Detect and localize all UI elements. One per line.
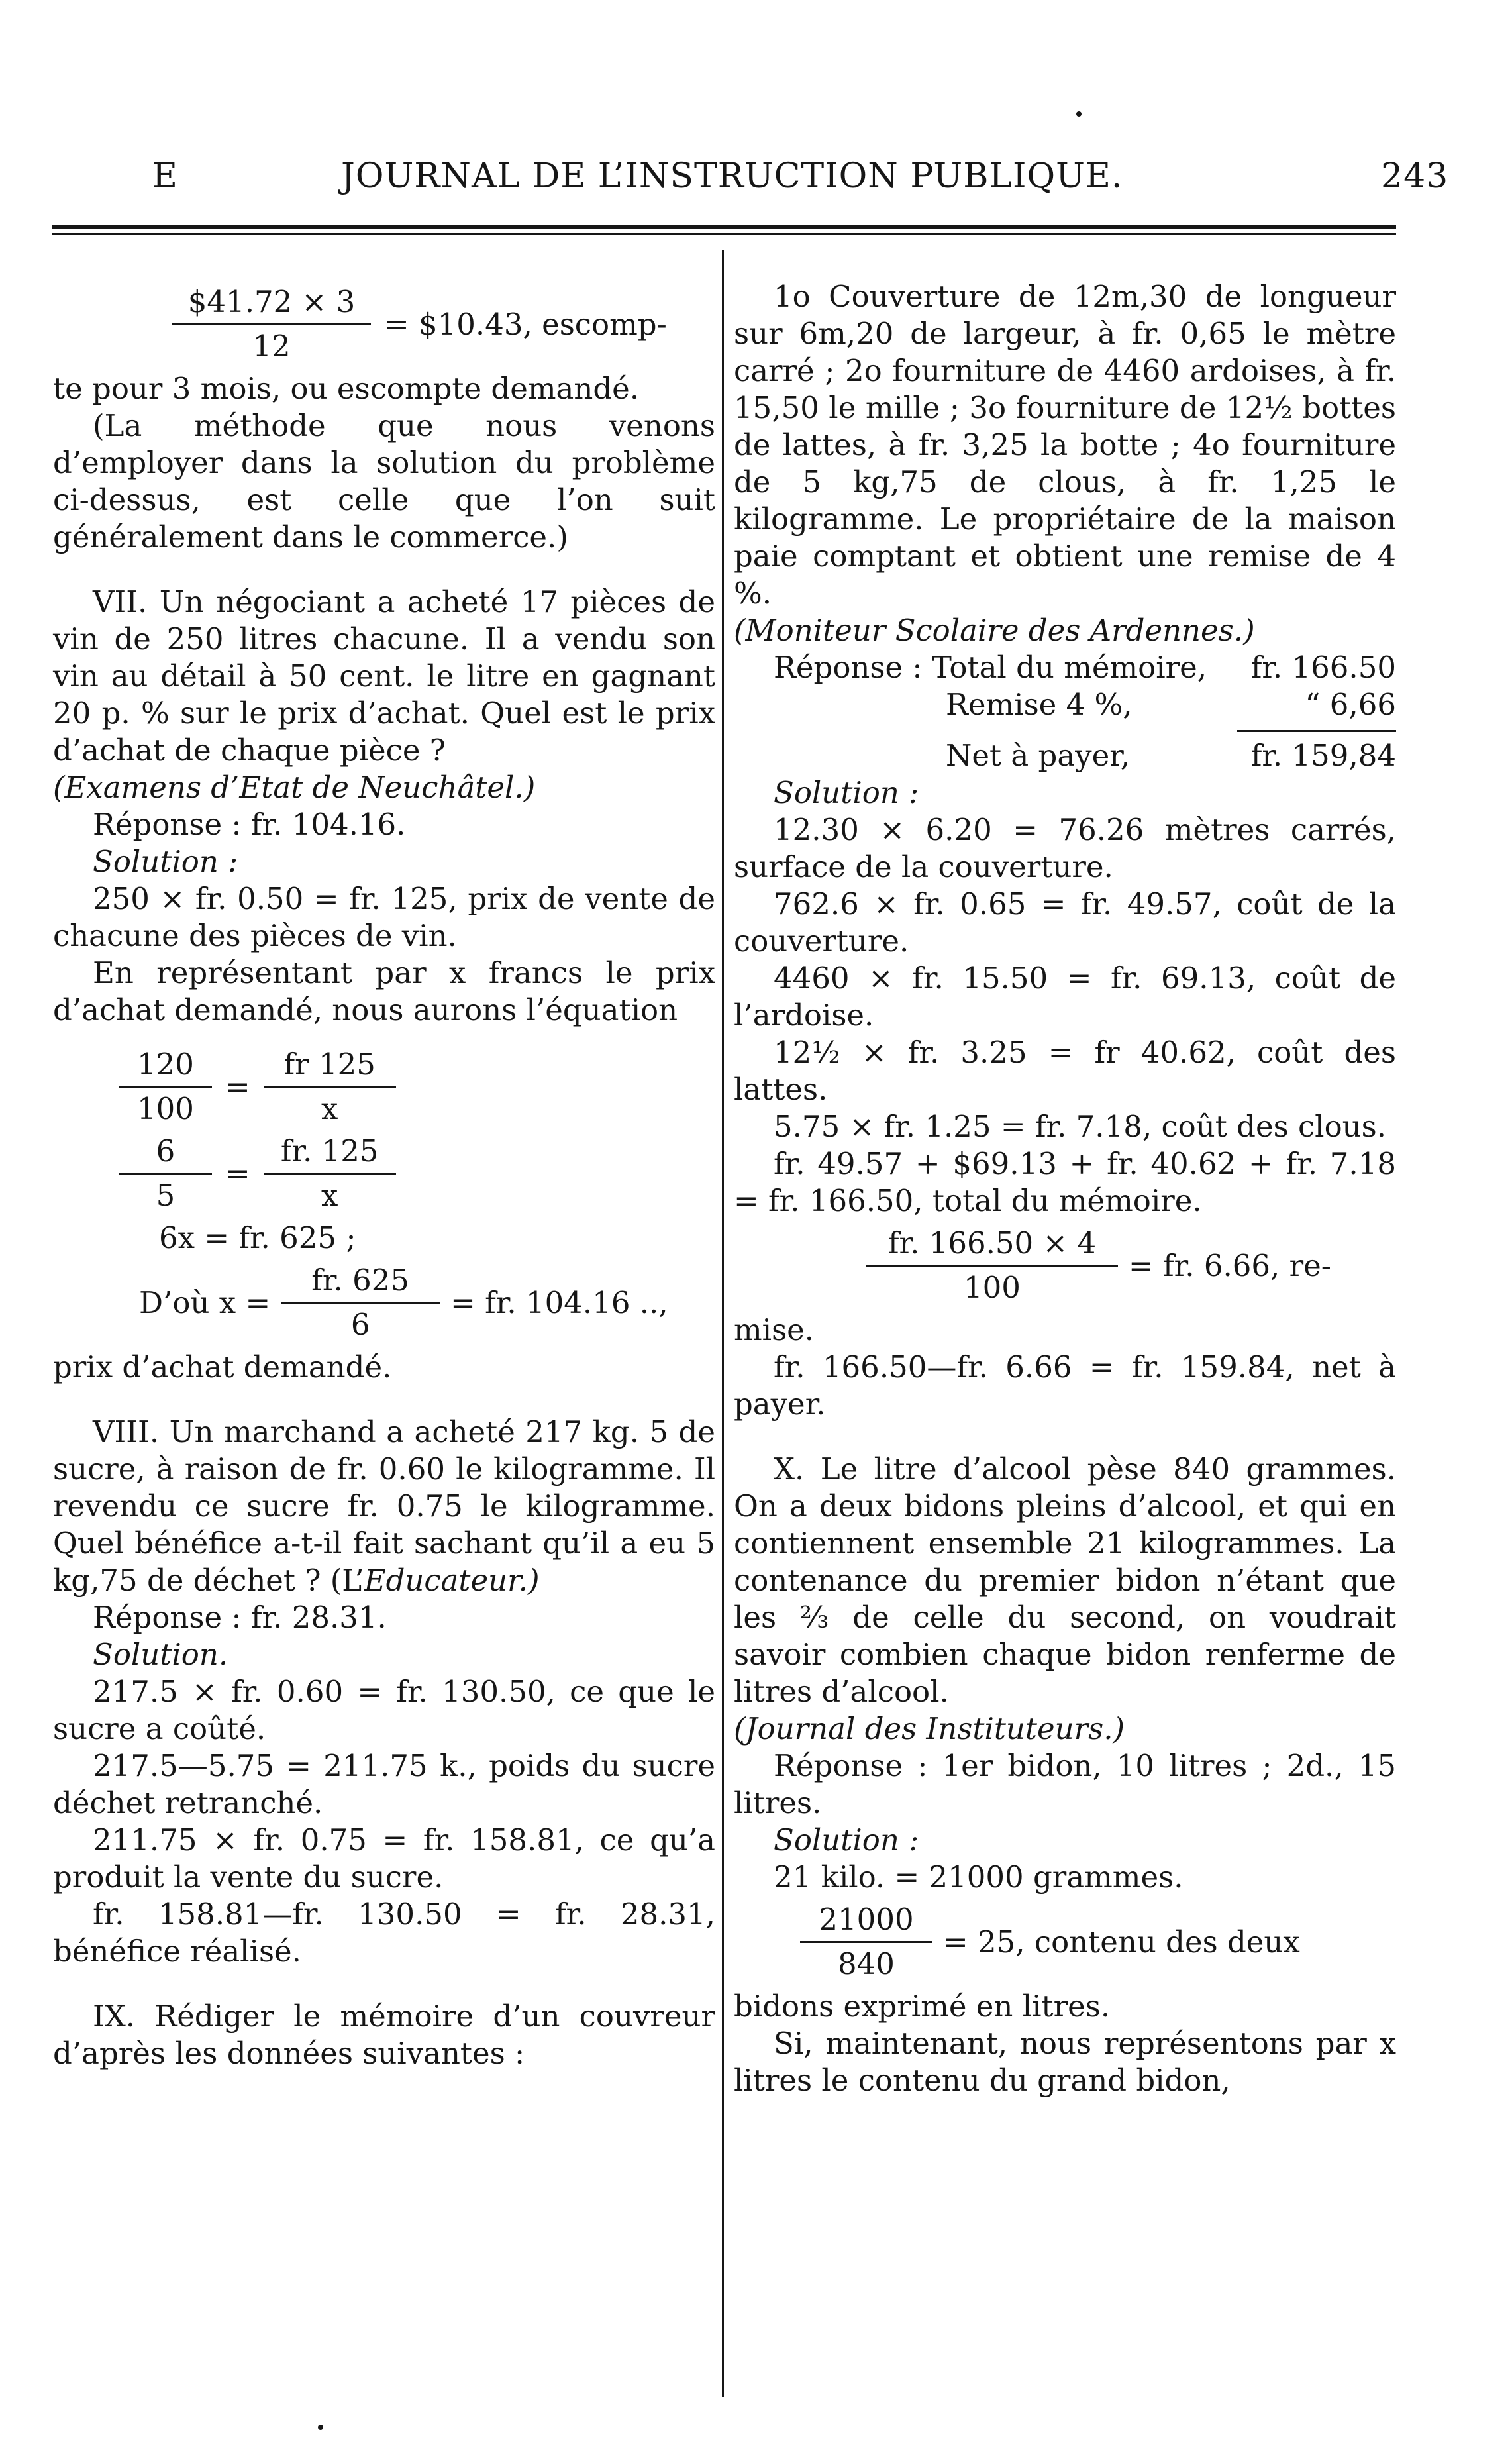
eq-numerator: fr 125	[283, 1047, 376, 1082]
fraction-result: = $10.43, escomp-	[384, 306, 667, 342]
paragraph: mise.	[734, 1312, 815, 1347]
answer-label: Remise 4 %,	[946, 687, 1133, 722]
fraction-remise	[734, 1225, 1396, 1306]
speck	[318, 2425, 323, 2430]
solution-step: fr. 49.57 + $69.13 + fr. 40.62 + fr. 7.18 = fr. 166.50, total du mémoire.	[734, 1146, 1396, 1218]
answer-value: fr. 159,84	[1250, 738, 1396, 773]
solution-heading: Solution :	[774, 775, 919, 810]
solution-step: 217.5—5.75 = 211.75 k., poids du sucre déchet retranché.	[53, 1748, 715, 1820]
paragraph: te pour 3 mois, ou escompte demandé.	[53, 371, 640, 406]
solution-step: 250 × fr. 0.50 = fr. 125, prix de vente de chacune des pièces de vin.	[53, 881, 715, 953]
problem-x: X. Le litre d’alcool pèse 840 grammes. On a deux bidons pleins d’alcool, et qui en contiennent ensemble 21 kilogrammes. La contenance du premier bidon n’étant que les ⅔ de celle du second, on voudrait savoir combien chaque bidon renferme de litres d’alcool.	[734, 1451, 1396, 1709]
right-column	[734, 278, 1396, 2099]
eq-result: = fr. 104.16 ..,	[450, 1284, 668, 1320]
equation-1	[53, 1046, 715, 1127]
header-mark: E	[152, 156, 178, 196]
fraction-denominator: 12	[252, 329, 291, 364]
fraction-numerator: $41.72 × 3	[187, 284, 356, 319]
answer-label: Net à payer,	[946, 738, 1131, 773]
paragraph: prix d’achat demandé.	[53, 1349, 392, 1385]
answer: Réponse : 1er bidon, 10 litres ; 2d., 15 litres.	[734, 1748, 1396, 1820]
source-citation: (Examens d’Etat de Neuchâtel.)	[53, 770, 536, 805]
fraction-numerator: fr. 166.50 × 4	[887, 1226, 1097, 1261]
answer-net	[734, 737, 1396, 774]
fraction-numerator: 21000	[819, 1902, 914, 1937]
fraction-escompte	[53, 284, 715, 365]
eq-denominator: x	[321, 1091, 338, 1126]
solution-step: fr. 166.50—fr. 6.66 = fr. 159.84, net à payer.	[734, 1349, 1396, 1422]
eq-numerator: fr. 125	[280, 1133, 379, 1169]
fraction-result: = fr. 6.66, re-	[1129, 1247, 1331, 1283]
fraction-denominator: 840	[838, 1946, 895, 1981]
problem-vii: VII. Un négociant a acheté 17 pièces de vin de 250 litres chacune. Il a vendu son vin au détail à 50 cent. le litre en gagnant 20 p. % sur le prix d’achat. Quel est le prix d’achat de chaque pièce ?	[53, 584, 715, 768]
speck	[1076, 111, 1082, 117]
equation-4	[53, 1262, 715, 1343]
source-citation: Educateur.)	[364, 1563, 540, 1598]
solution-heading: Solution :	[93, 844, 238, 879]
equation-2	[53, 1133, 715, 1214]
solution-step: fr. 158.81—fr. 130.50 = fr. 28.31, bénéfice réalisé.	[53, 1897, 715, 1969]
solution-step: 12.30 × 6.20 = 76.26 mètres carrés, surface de la couverture.	[734, 812, 1396, 884]
equation-3: 6x = fr. 625 ;	[159, 1220, 356, 1255]
problem-ix-data: 1o Couverture de 12m,30 de longueur sur 6m,20 de largeur, à fr. 0,65 le mètre carré ; 2o fourniture de 4460 ardoises, à fr. 15,50 le mille ; 3o fourniture de 12½ bottes de lattes, à fr. 3,25 la botte ; 4o fourniture de 5 kg,75 de clous, à fr. 1,25 le kilogramme. Le propriétaire de la maison paie comptant et obtient une remise de 4 %.	[734, 279, 1396, 611]
solution-step: En représentant par x francs le prix d’achat demandé, nous aurons l’équation	[53, 955, 715, 1027]
source-citation: (Journal des Instituteurs.)	[734, 1711, 1125, 1746]
eq-denominator: 6	[350, 1307, 370, 1342]
eq-lhs: D’où x =	[139, 1284, 271, 1320]
eq-denominator: x	[321, 1178, 338, 1213]
source-citation: (Moniteur Scolaire des Ardennes.)	[734, 613, 1255, 648]
solution-step: 12½ × fr. 3.25 = fr 40.62, coût des lattes.	[734, 1035, 1396, 1107]
eq-numerator: fr. 625	[311, 1263, 410, 1298]
header-rule-thick	[52, 225, 1396, 229]
paragraph: (La méthode que nous venons d’employer dans la solution du problème ci-dessus, est celle que l’on suit généralement dans le commerce.)	[53, 408, 715, 554]
solution-step: 217.5 × fr. 0.60 = fr. 130.50, ce que le sucre a coûté.	[53, 1674, 715, 1746]
eq-denominator: 5	[156, 1178, 176, 1213]
sum-rule	[1237, 730, 1396, 732]
answer-label: Réponse : Total du mémoire,	[774, 650, 1207, 685]
column-divider	[722, 250, 724, 2397]
solution-step: 5.75 × fr. 1.25 = fr. 7.18, coût des clous.	[774, 1109, 1387, 1144]
solution-heading: Solution :	[774, 1822, 919, 1857]
solution-step: Si, maintenant, nous représentons par x litres le contenu du grand bidon,	[734, 2026, 1396, 2098]
eq-numerator: 6	[156, 1133, 176, 1169]
answer-total	[734, 649, 1396, 686]
fraction-denominator: 100	[964, 1270, 1021, 1305]
answer: Réponse : fr. 28.31.	[93, 1600, 387, 1635]
header-rule-thin	[52, 233, 1396, 235]
left-column	[53, 278, 715, 2072]
solution-heading: Solution.	[93, 1637, 228, 1672]
answer: Réponse : fr. 104.16.	[93, 807, 406, 842]
answer-value: “ 6,66	[1305, 687, 1396, 722]
answer-remise	[734, 686, 1396, 723]
answer-value: fr. 166.50	[1250, 650, 1396, 685]
paragraph: bidons exprimé en litres.	[734, 1989, 1111, 2024]
solution-step: 211.75 × fr. 0.75 = fr. 158.81, ce qu’a produit la vente du sucre.	[53, 1822, 715, 1895]
eq-numerator: 120	[137, 1047, 194, 1082]
problem-ix: IX. Rédiger le mémoire d’un couvreur d’après les données suivantes :	[53, 1999, 715, 2071]
solution-step: 4460 × fr. 15.50 = fr. 69.13, coût de l’ardoise.	[734, 961, 1396, 1033]
fraction-litres	[734, 1901, 1396, 1983]
solution-step: 21 kilo. = 21000 grammes.	[774, 1859, 1184, 1895]
eq-equals: =	[225, 1155, 250, 1191]
page-number: 243	[1381, 156, 1449, 196]
eq-denominator: 100	[137, 1091, 194, 1126]
eq-equals: =	[225, 1069, 250, 1104]
running-title: JOURNAL DE L’INSTRUCTION PUBLIQUE.	[341, 156, 1123, 196]
problem-viii: VIII. Un marchand a acheté 217 kg. 5 de sucre, à raison de fr. 0.60 le kilogramme. Il revendu ce sucre fr. 0.75 le kilogramme. Quel bénéfice a-t-il fait sachant qu’il a eu 5 kg,75 de déchet ? (L’Educateur.)	[53, 1414, 715, 1598]
solution-step: 762.6 × fr. 0.65 = fr. 49.57, coût de la couverture.	[734, 886, 1396, 959]
fraction-result: = 25, contenu des deux	[943, 1924, 1300, 1960]
